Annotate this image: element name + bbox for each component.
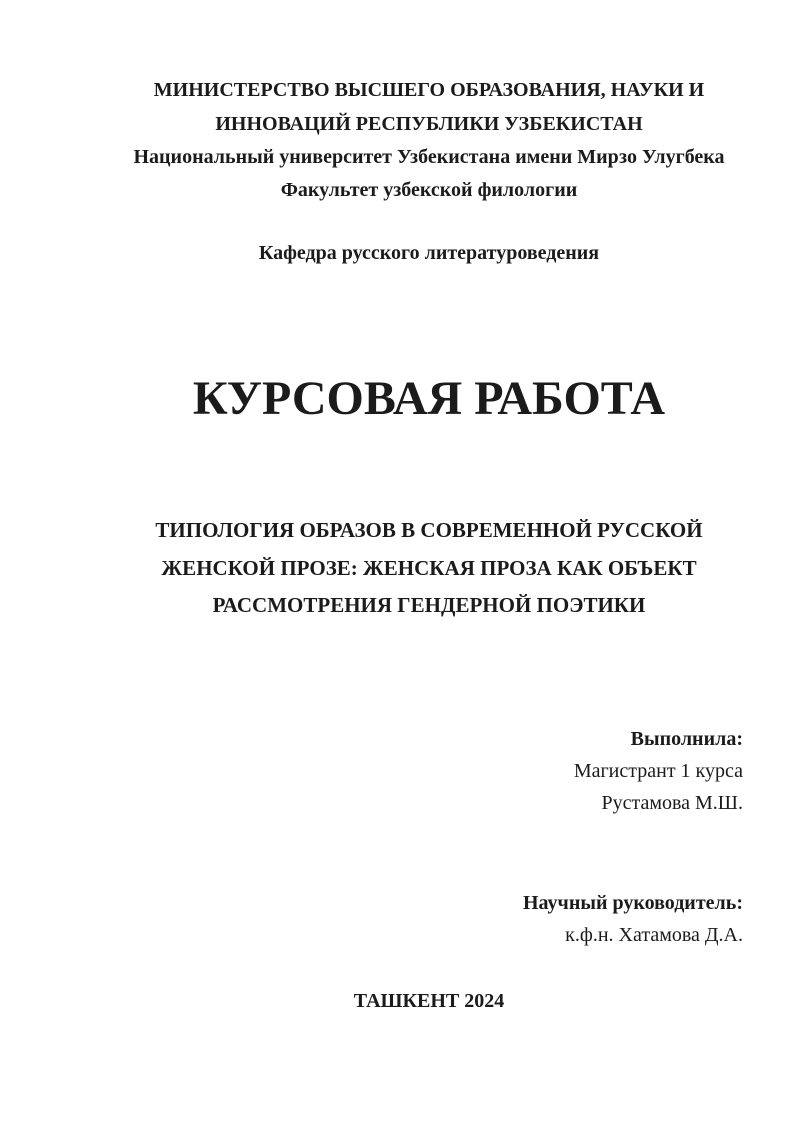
topic-line-1: ТИПОЛОГИЯ ОБРАЗОВ В СОВРЕМЕННОЙ РУССКОЙ	[155, 518, 703, 542]
topic-line-3: РАССМОТРЕНИЯ ГЕНДЕРНОЙ ПОЭТИКИ	[212, 593, 646, 617]
university-name: Национальный университет Узбекистана имени Мирзо Улугбека	[133, 146, 725, 168]
faculty-name: Факультет узбекской филологии	[280, 179, 578, 201]
supervisor-block	[115, 887, 743, 951]
topic-line-2: ЖЕНСКОЙ ПРОЗЕ: ЖЕНСКАЯ ПРОЗА КАК ОБЪЕКТ	[161, 555, 697, 580]
ministry-line-1: МИНИСТЕРСТВО ВЫСШЕГО ОБРАЗОВАНИЯ, НАУКИ И	[153, 79, 705, 101]
ministry-heading	[115, 73, 743, 141]
supervisor-name: к.ф.н. Хатамова Д.А.	[565, 923, 743, 946]
author-degree-line: Магистрант 1 курса	[573, 759, 743, 782]
author-block	[115, 723, 743, 819]
thesis-topic	[115, 512, 743, 625]
ministry-line-2: ИННОВАЦИЙ РЕСПУБЛИКИ УЗБЕКИСТАН	[215, 113, 643, 135]
author-name: Рустамова М.Ш.	[601, 791, 743, 814]
author-label: Выполнила:	[630, 727, 743, 750]
city-year: ТАШКЕНТ 2024	[353, 989, 505, 1012]
department-name: Кафедра русского литературоведения	[258, 242, 600, 264]
work-type-title: КУРСОВАЯ РАБОТА	[192, 372, 666, 425]
supervisor-label: Научный руководитель:	[523, 891, 743, 914]
